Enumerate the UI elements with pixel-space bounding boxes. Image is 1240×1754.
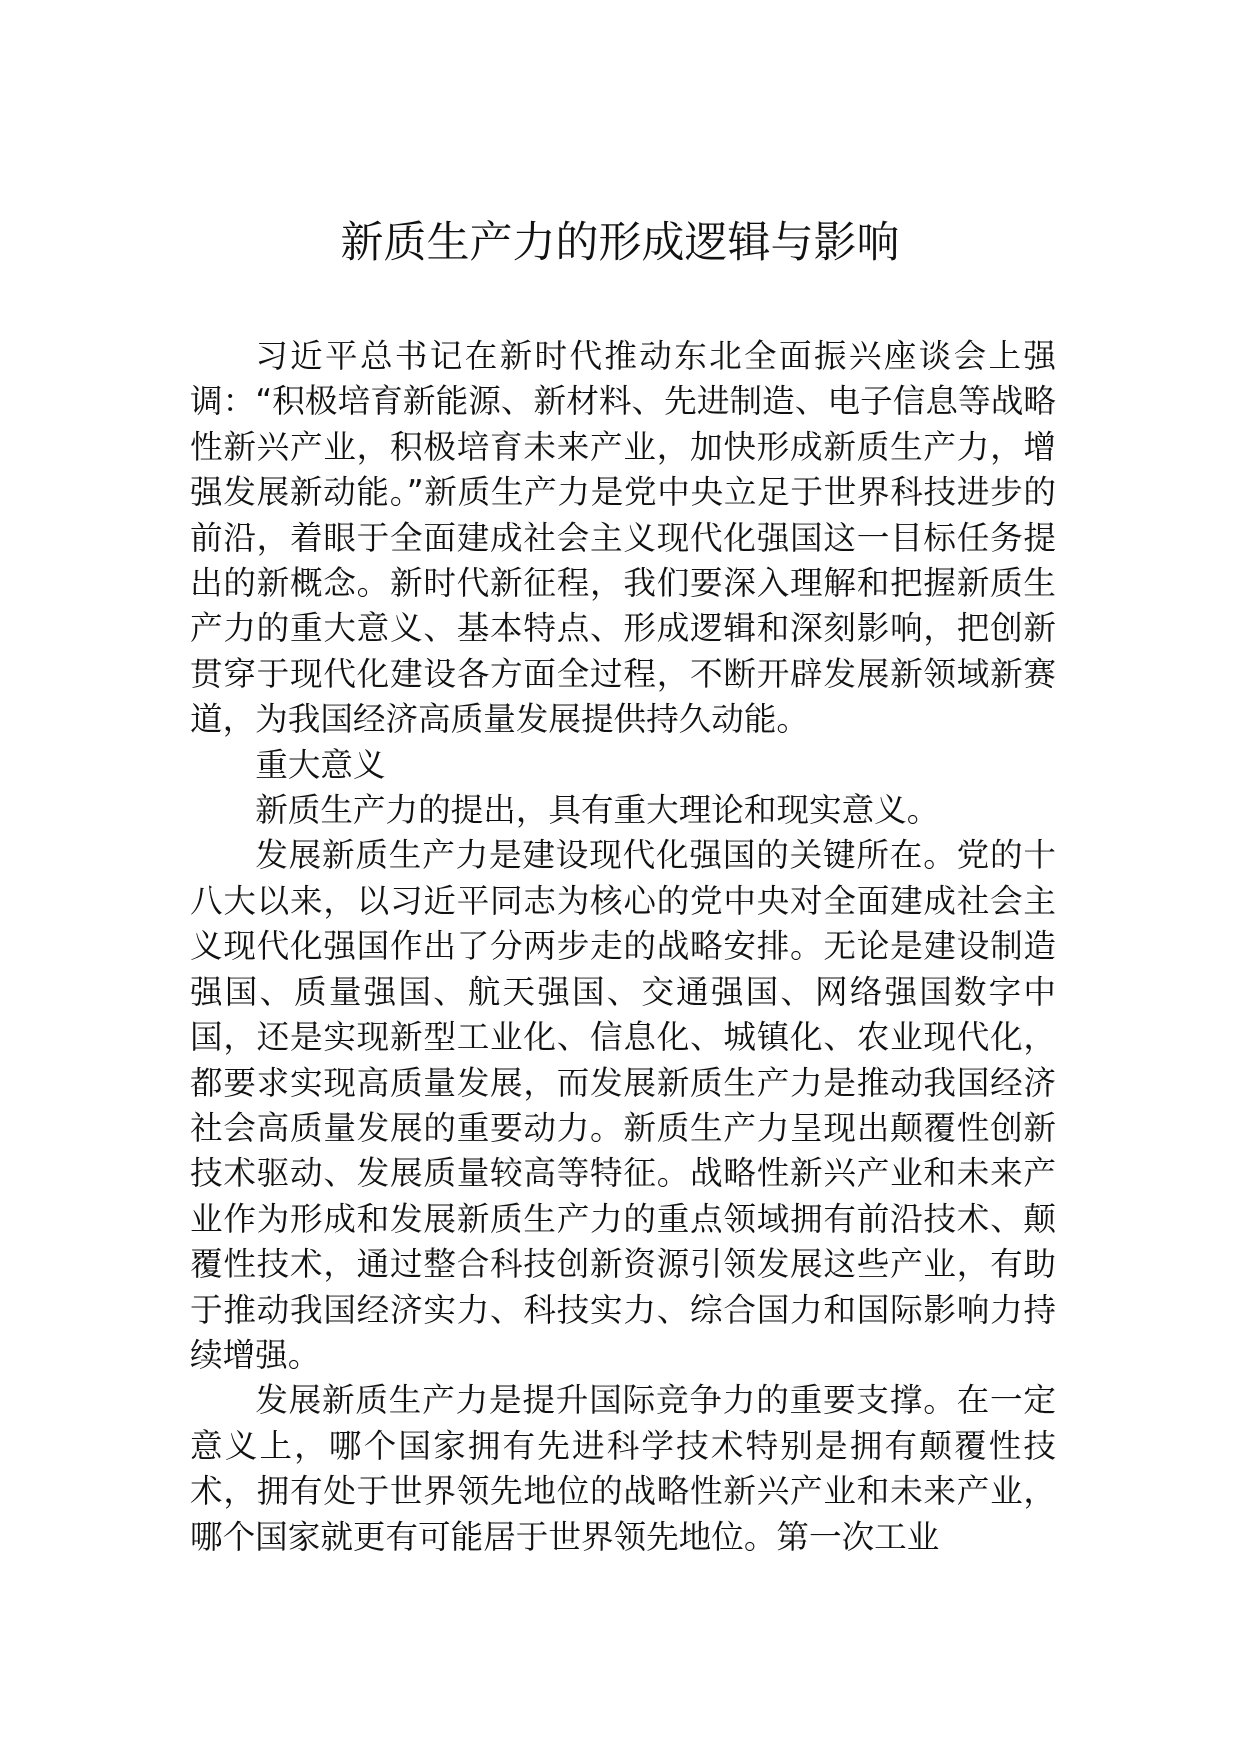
- document-body: [190, 334, 1056, 1560]
- paragraph-modern-power: 发展新质生产力是建设现代化强国的关键所在。党的十八大以来，以习近平同志为核心的党中央对全面建成社会主义现代化强国作出了分两步走的战略安排。无论是建设制造强国、质量强国、航天强国、交通强国、网络强国数字中国，还是实现新型工业化、信息化、城镇化、农业现代化，都要求实现高质量发展，而发展新质生产力是推动我国经济社会高质量发展的重要动力。新质生产力呈现出颠覆性创新技术驱动、发展质量较高等特征。战略性新兴产业和未来产业作为形成和发展新质生产力的重点领域拥有前沿技术、颠覆性技术，通过整合科技创新资源引领发展这些产业，有助于推动我国经济实力、科技实力、综合国力和国际影响力持续增强。: [190, 836, 1056, 1374]
- paragraph-intro: 习近平总书记在新时代推动东北全面振兴座谈会上强调：“积极培育新能源、新材料、先进制造、电子信息等战略性新兴产业，积极培育未来产业，加快形成新质生产力，增强发展新动能。”新质生产力是党中央立足于世界科技进步的前沿，着眼于全面建成社会主义现代化强国这一目标任务提出的新概念。新时代新征程，我们要深入理解和把握新质生产力的重大意义、基本特点、形成逻辑和深刻影响，把创新贯穿于现代化建设各方面全过程，不断开辟发展新领域新赛道，为我国经济高质量发展提供持久动能。: [190, 337, 1056, 739]
- section-heading-significance: 重大意义: [255, 745, 386, 784]
- paragraph-significance-summary: 新质生产力的提出，具有重大理论和现实意义。: [255, 791, 940, 830]
- paragraph-competitiveness: 发展新质生产力是提升国际竞争力的重要支撑。在一定意义上，哪个国家拥有先进科学技术特别是拥有颠覆性技术，拥有处于世界领先地位的战略性新兴产业和未来产业，哪个国家就更有可能居于世界领先地位。第一次工业: [190, 1381, 1056, 1556]
- document-title: 新质生产力的形成逻辑与影响: [340, 218, 900, 268]
